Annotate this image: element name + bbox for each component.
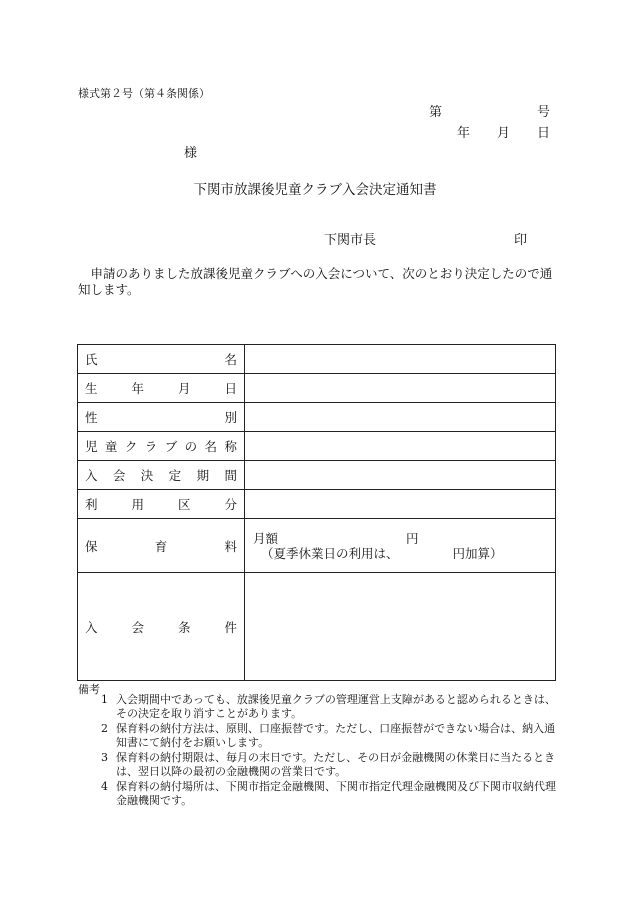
note-text: 保育料の納付場所は、下関市指定金融機関、下関市指定代理金融機関及び下関市収納代理金融機関です。: [116, 780, 556, 807]
conditions-label: [78, 618, 244, 636]
document-number-suffix: 号: [537, 105, 551, 120]
body-text: [78, 266, 560, 298]
date-day: 日: [537, 126, 551, 141]
row-value-cell: [245, 345, 556, 374]
fee-value-cell: [245, 519, 556, 573]
label-char: ブ: [164, 439, 178, 454]
label-char: 年: [131, 381, 144, 396]
fee-monthly-line: [253, 531, 547, 546]
label-char: 生: [85, 381, 98, 396]
row-value-cell: [245, 403, 556, 432]
label-char: 間: [224, 468, 237, 483]
fee-row: [78, 519, 556, 573]
label-char: 童: [104, 439, 118, 454]
body-sentence: 申請のありました放課後児童クラブへの入会について、次のとおり決定したので通知します。: [78, 266, 553, 297]
label-char: 氏: [85, 352, 98, 367]
label-char: 児: [85, 439, 98, 454]
label-char: 入: [85, 619, 98, 635]
fee-label: [78, 537, 244, 555]
label-char: 月: [177, 381, 191, 396]
sender-name: 下関市長: [324, 233, 377, 248]
row-label-cell: [78, 345, 245, 374]
form-number: 様式第２号（第４条関係）: [78, 87, 210, 100]
note-text: 入会期間中であっても、放課後児童クラブの管理運営上支障があると認められるときは、その決定を取り消すことがあります。: [116, 693, 556, 720]
note-item: [82, 722, 562, 750]
label-char: 日: [224, 381, 237, 396]
note-item: [82, 780, 562, 808]
label-char: 入: [85, 468, 98, 483]
label-char: ク: [124, 439, 138, 454]
document-title: 下関市放課後児童クラブ入会決定通知書: [193, 182, 437, 198]
label-char: 称: [224, 439, 237, 454]
fee-label-cell: [78, 519, 245, 573]
label-char: 会: [131, 619, 144, 635]
label-char: 用: [131, 497, 144, 512]
conditions-label-cell: [78, 573, 245, 681]
label-char: 料: [224, 538, 237, 554]
date-month: 月: [497, 126, 511, 141]
table-row: [78, 374, 556, 403]
row-label-cell: [78, 490, 245, 519]
addressee-honorific: 様: [184, 146, 198, 161]
note-item: [82, 693, 562, 721]
decision-table: [77, 344, 556, 681]
fee-summer-line: [253, 546, 547, 561]
label-char: 区: [177, 497, 191, 512]
notes-list: [82, 693, 562, 809]
note-number: 4: [101, 780, 108, 793]
row-label: [78, 437, 244, 455]
row-label: [78, 495, 244, 513]
label-char: 育: [154, 538, 168, 554]
row-label: [78, 350, 244, 368]
yen-unit: 円: [406, 530, 419, 546]
label-char: の: [184, 439, 198, 454]
row-label: [78, 379, 244, 397]
label-char: 条: [177, 619, 191, 635]
note-item: [82, 751, 562, 779]
row-label: [78, 466, 244, 484]
row-value-cell: [245, 490, 556, 519]
note-number: 3: [101, 751, 108, 764]
row-value-cell: [245, 432, 556, 461]
row-label: [78, 408, 244, 426]
table-row: [78, 345, 556, 374]
label-char: 性: [85, 410, 98, 425]
row-value-cell: [245, 374, 556, 403]
row-label-cell: [78, 432, 245, 461]
note-text: 保育料の納付期限は、毎月の末日です。ただし、その日が金融機関の休業日に当たるときは、翌日以降の最初の金融機関の営業日です。: [116, 751, 556, 778]
note-text: 保育料の納付方法は、原則、口座振替です。ただし、口座振替ができない場合は、納入通知書にて納付をお願いします。: [116, 722, 556, 749]
notes-heading: 備考: [78, 683, 100, 696]
row-label-cell: [78, 403, 245, 432]
note-number: 2: [101, 722, 108, 735]
label-char: 会: [112, 468, 126, 483]
table-row: [78, 403, 556, 432]
table-row: [78, 461, 556, 490]
summer-prefix: （夏季休業日の利用は、: [261, 545, 399, 561]
date-year: 年: [457, 126, 471, 141]
row-value-cell: [245, 461, 556, 490]
conditions-value-cell: [245, 573, 556, 681]
table-row: [78, 432, 556, 461]
label-char: 名: [204, 439, 218, 454]
label-char: 利: [85, 497, 98, 512]
row-label-cell: [78, 374, 245, 403]
label-char: 分: [224, 497, 237, 512]
label-char: 期: [196, 468, 210, 483]
conditions-row: [78, 573, 556, 681]
seal-mark: 印: [514, 233, 528, 248]
label-char: 件: [224, 619, 237, 635]
row-label-cell: [78, 461, 245, 490]
label-char: ラ: [144, 439, 158, 454]
label-char: 名: [224, 352, 237, 367]
summer-suffix: 円加算）: [452, 545, 503, 561]
label-char: 定: [168, 468, 182, 483]
table-row: [78, 490, 556, 519]
label-char: 別: [224, 410, 237, 425]
label-char: 決: [140, 468, 154, 483]
label-char: 保: [85, 538, 98, 554]
fee-text: [245, 531, 555, 561]
note-number: 1: [101, 693, 108, 706]
document-number-prefix: 第: [429, 105, 443, 120]
monthly-label: 月額: [253, 530, 279, 546]
